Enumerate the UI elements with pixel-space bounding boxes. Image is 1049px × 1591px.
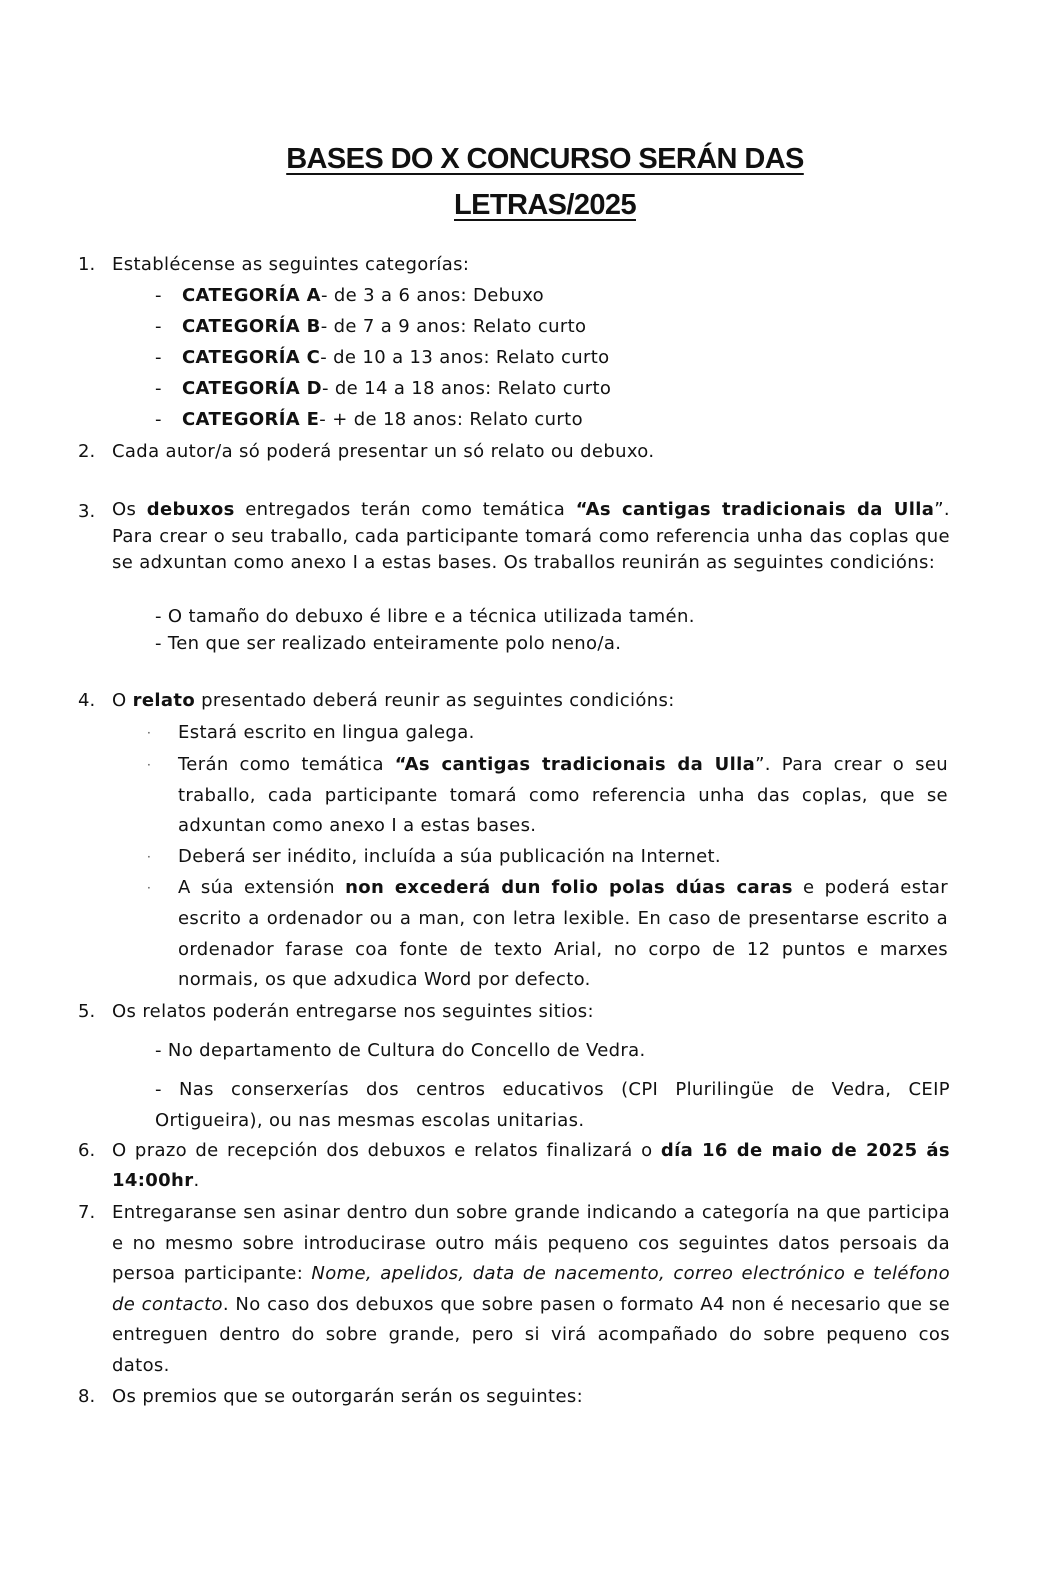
section-6-t2: . [193,1169,200,1191]
category-c-text: - de 10 a 13 anos: Relato curto [320,347,610,368]
category-e [182,405,583,435]
category-d-text: - de 14 a 18 anos: Relato curto [321,378,612,399]
category-dash: - [155,347,162,368]
section-4-item-4-c: e poderá estar escrito a ordenador ou a man, con letra lexible. En caso de presentarse escrito a ordenador farase coa fonte de texto Arial, no corpo de 12 puntos e marxes normais, os que adxudica Word por defecto. [178,877,948,991]
bullet-marker: · [147,850,151,864]
section-7-number: 7. [78,1202,96,1223]
section-2-text: Cada autor/a só poderá presentar un só relato ou debuxo. [112,441,655,462]
section-4-item-4-limit: non excederá dun folio polas dúas caras [345,877,793,898]
section-3-condition-2: - Ten que ser realizado enteiramente polo neno/a. [155,633,622,654]
section-5-place-1: - No departamento de Cultura do Concello de Vedra. [155,1040,646,1061]
document-title [0,136,1049,228]
section-5-number: 5. [78,1001,96,1022]
section-6-number: 6. [78,1140,96,1161]
category-b-text: - de 7 a 9 anos: Relato curto [320,316,587,337]
section-4-item-2-theme: “As cantigas tradicionais da Ulla [394,754,756,775]
section-5-text: Os relatos poderán entregarse nos seguintes sitios: [112,1001,594,1022]
category-a [182,281,544,311]
category-dash: - [155,285,162,306]
title-line-1: BASES DO X CONCURSO SERÁN DAS [286,143,804,175]
section-7-t1: Entregaranse sen asinar dentro dun sobre grande indicando a categoría na que participa e no mesmo sobre introducirase outro máis pequeno cos seguintes datos persoais da persoa participante: [112,1202,950,1285]
section-3-number: 3. [78,501,96,522]
category-d [182,374,611,404]
category-c-label: CATEGORÍA C [182,347,321,368]
section-3-theme: “As cantigas tradicionais da Ulla [575,499,935,520]
title-line-2: LETRAS/2025 [454,189,636,221]
section-4-item-2-a: Terán como temática [178,754,395,775]
section-3-condition-1: - O tamaño do debuxo é libre e a técnica utilizada tamén. [155,606,695,627]
category-dash: - [155,409,162,430]
category-dash: - [155,316,162,337]
category-a-label: CATEGORÍA A [182,285,321,306]
section-4-relato: relato [132,690,196,711]
section-4-item-1: Estará escrito en lingua galega. [178,722,475,743]
category-c [182,343,610,373]
section-1-number: 1. [78,254,96,275]
bullet-marker: · [147,726,151,740]
section-3-text [112,497,950,577]
section-4-item-4 [178,873,948,996]
section-7-t2: . No caso dos debuxos que sobre pasen o formato A4 non é necesario que se entreguen dentro do sobre grande, pero si virá acompañado do sobre pequeno cos datos. [112,1293,950,1376]
section-6-deadline: día 16 de maio de 2025 ás 14:00hr [112,1140,950,1191]
section-4-item-3: Deberá ser inédito, incluída a súa publicación na Internet. [178,846,722,867]
category-e-label: CATEGORÍA E [182,409,320,430]
category-b [182,312,586,342]
bullet-marker: · [147,881,151,895]
section-4-item-2 [178,750,948,842]
category-a-text: - de 3 a 6 anos: Debuxo [320,285,545,306]
section-1-intro: Establécense as seguintes categorías: [112,254,470,275]
section-3-debuxos: debuxos [146,499,235,520]
section-4-intro [112,686,675,716]
section-2-number: 2. [78,441,96,462]
section-4-number: 4. [78,690,96,711]
category-e-text: - + de 18 anos: Relato curto [319,409,583,430]
section-4-item-4-a: A súa extensión [178,877,346,898]
category-d-label: CATEGORÍA D [182,378,322,399]
section-3-t1: Os [112,499,147,520]
section-8-text: Os premios que se outorgarán serán os seguintes: [112,1386,584,1407]
section-8-number: 8. [78,1386,96,1407]
section-4-t1: O [112,690,133,711]
section-3-t2: entregados terán como temática [234,499,576,520]
section-6-t1: O prazo de recepción dos debuxos e relatos finalizará o [112,1140,661,1161]
section-3-t3: ”. Para crear o seu traballo, cada participante tomará como referencia unha das coplas que se adxuntan como anexo I a estas bases. Os traballos reunirán as seguintes condicións: [112,499,950,573]
section-5-place-2: - Nas conserxerías dos centros educativos (CPI Plurilingüe de Vedra, CEIP Ortigueira), ou nas mesmas escolas unitarias. [155,1079,950,1131]
section-7-personal-data: Nome, apelidos, data de nacemento, correo electrónico e teléfono de contacto [112,1263,950,1315]
bullet-marker: · [147,758,151,772]
section-4-t2: presentado deberá reunir as seguintes condicións: [195,690,675,711]
category-b-label: CATEGORÍA B [182,316,321,337]
category-dash: - [155,378,162,399]
section-6-text [112,1136,950,1195]
section-7-text [112,1198,950,1382]
section-4-item-2-c: ”. Para crear o seu traballo, cada participante tomará como referencia unha das coplas, que se adxuntan como anexo I a estas bases. [178,754,948,836]
